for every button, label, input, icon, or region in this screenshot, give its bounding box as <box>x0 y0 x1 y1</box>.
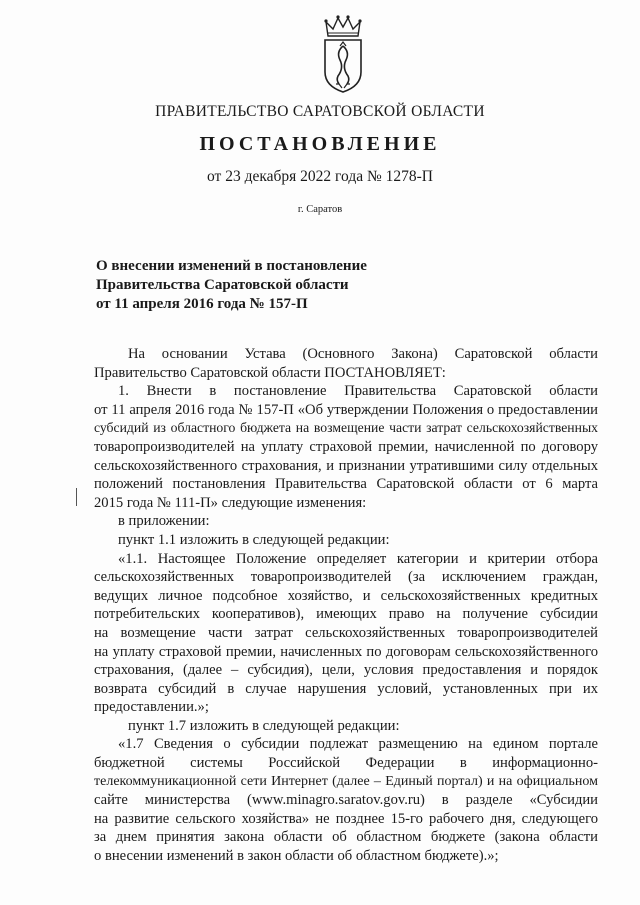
body-line: 2015 года № 111-П» следующие изменения: <box>94 494 367 511</box>
body-line: сельскохозяйственного страхования, и признании утратившими силу отдельных <box>94 457 598 474</box>
body-line: ведущих личное подсобное хозяйство, и сельскохозяйственных кредитных <box>94 587 598 604</box>
subject-line: Правительства Саратовской области <box>96 277 349 293</box>
subject-line: от 11 апреля 2016 года № 157-П <box>96 296 308 312</box>
saratov-coat-of-arms-icon <box>318 14 368 94</box>
body-line: страхования, (далее – субсидия), цели, условия предоставления и порядок <box>94 662 598 679</box>
body-line: пункт 1.1 изложить в следующей редакции: <box>118 531 390 548</box>
body-line: сельскохозяйственных товаропроизводителей (за исключением граждан, <box>94 569 598 586</box>
body-line: положений постановления Правительства Саратовской области от 6 марта <box>94 476 598 493</box>
document-subject <box>96 257 416 314</box>
body-line: предоставлении.»; <box>94 699 209 716</box>
document-date-number: от 23 декабря 2022 года № 1278-П <box>207 168 433 185</box>
body-line: за днем принятия закона области об областном бюджете (закона области <box>94 829 598 846</box>
body-line: на развитие сельского хозяйства» не позднее 15-го рабочего дня, следующего <box>94 810 598 827</box>
document-body <box>94 345 598 866</box>
body-line: от 11 апреля 2016 года № 157-П «Об утверждении Положения о предоставлении <box>94 401 598 418</box>
organization-title: ПРАВИТЕЛЬСТВО САРАТОВСКОЙ ОБЛАСТИ <box>155 103 485 120</box>
body-line: в приложении: <box>118 513 210 530</box>
document-type: ПОСТАНОВЛЕНИЕ <box>199 133 441 155</box>
body-line: Правительство Саратовской области ПОСТАНОВЛЯЕТ: <box>94 364 446 381</box>
body-line: о внесении изменений в закон области об областном бюджете).»; <box>94 848 499 865</box>
body-line: возврата субсидий в случае нарушения условий, установленных при их <box>94 680 598 697</box>
subject-line: О внесении изменений в постановление <box>96 258 367 274</box>
body-line: 1. Внести в постановление Правительства Саратовской области <box>118 383 598 400</box>
body-line: на уплату страховой премии, начисленных по договорам сельскохозяйственного <box>94 643 598 660</box>
body-line: «1.1. Настоящее Положение определяет категории и критерии отбора <box>118 550 598 567</box>
body-line: сайте министерства (www.minagro.saratov.gov.ru) в разделе «Субсидии <box>94 792 598 809</box>
body-line: телекоммуникационной сети Интернет (далее – Единый портал) и на официальном <box>94 773 598 789</box>
body-line: товаропроизводителей на уплату страховой премии, начисленной по договору <box>94 438 598 455</box>
body-line: потребительских кооперативов), имеющих право на получение субсидии <box>94 606 598 623</box>
body-line: субсидий из областного бюджета на возмещение части затрат сельскохозяйственных <box>94 420 598 436</box>
margin-mark <box>76 488 77 506</box>
body-line: бюджетной системы Российской Федерации в информационно- <box>94 755 598 772</box>
body-line: «1.7 Сведения о субсидии подлежат размещению на едином портале <box>118 736 598 753</box>
body-line: на возмещение части затрат сельскохозяйственных товаропроизводителей <box>94 624 598 641</box>
document-city: г. Саратов <box>297 204 343 215</box>
body-line: На основании Устава (Основного Закона) Саратовской области <box>128 346 598 362</box>
body-line: пункт 1.7 изложить в следующей редакции: <box>128 717 400 734</box>
